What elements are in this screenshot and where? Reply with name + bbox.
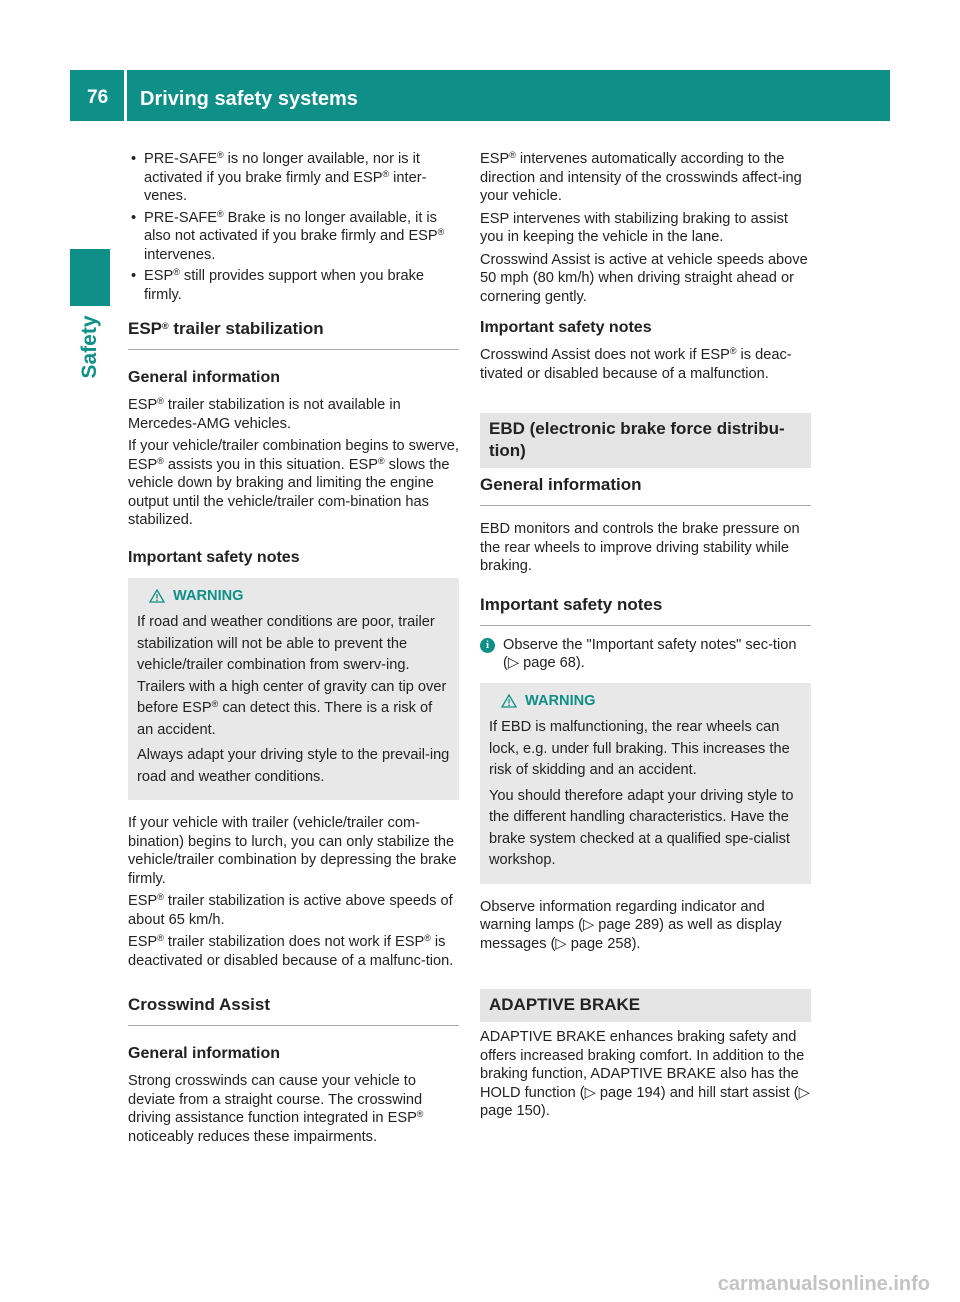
page-number: 76 [87, 87, 109, 108]
warning-text: If road and weather conditions are poor, trailer stabilization will not be able to prevent the vehicle/trailer combination from swerv-ing. Trailers with a high center of gravity can tip over before ESP® can detect this. There is a risk of an accident. [137, 614, 447, 738]
paragraph: Crosswind Assist is active at vehicle speeds above 50 mph (80 km/h) when driving straight ahead or cornering gently. [480, 251, 808, 305]
subheading-general-info: General information [128, 1045, 281, 1062]
list-item: • PRE-SAFE® Brake is no longer available, it is also not activated if you brake firmly and ESP® intervenes. [128, 209, 459, 265]
warning-box [480, 683, 811, 884]
info-icon: i [480, 638, 495, 653]
warning-triangle-icon [149, 589, 165, 603]
header-divider [124, 70, 127, 121]
paragraph: If your vehicle with trailer (vehicle/trailer com-bination) begins to lurch, you can only stabilize the vehicle/trailer combination by depressing the brake firmly. [128, 815, 457, 887]
paragraph: ADAPTIVE BRAKE enhances braking safety and offers increased braking comfort. In addition to the braking function, ADAPTIVE BRAKE also has the HOLD function (▷ page 194) and hill start assist (▷ page 150). [480, 1029, 810, 1119]
paragraph: ESP® trailer stabilization does not work if ESP® is deactivated or disabled because of a malfunc-tion. [128, 933, 454, 969]
info-note [480, 636, 811, 673]
section-heading-adaptive-brake: ADAPTIVE BRAKE [480, 989, 811, 1022]
info-note-text: Observe the "Important safety notes" sec-tion (▷ page 68). [503, 636, 797, 671]
list-item: • ESP® still provides support when you brake firmly. [128, 267, 459, 304]
warning-text: You should therefore adapt your driving style to the different handling characteristics. Have the brake system checked at a qualified spe-cialist workshop. [489, 787, 794, 868]
warning-title: WARNING [501, 691, 802, 713]
paragraph: ESP® trailer stabilization is not available in Mercedes-AMG vehicles. [128, 396, 401, 432]
paragraph: EBD monitors and controls the brake pressure on the rear wheels to improve driving stability while braking. [480, 521, 800, 574]
side-tab-label: Safety [77, 315, 101, 379]
subheading-general-info: General information [128, 369, 281, 386]
left-column [128, 150, 459, 1150]
page-title: Driving safety systems [140, 88, 358, 110]
side-tab [72, 312, 108, 382]
subheading-safety-notes: Important safety notes [480, 594, 811, 626]
bullet-list [128, 150, 459, 304]
paragraph: ESP® intervenes automatically according to the direction and intensity of the crosswinds affect-ing your vehicle. [480, 150, 802, 204]
warning-triangle-icon [501, 694, 517, 708]
right-column [480, 150, 811, 1125]
subheading-general-info: General information [480, 474, 811, 506]
paragraph: If your vehicle/trailer combination begins to swerve, ESP® assists you in this situation. ESP® slows the vehicle down by braking and limiting the engine output until the vehicle/trailer com-bination has stabilized. [128, 438, 459, 528]
paragraph: ESP® trailer stabilization is active above speeds of about 65 km/h. [128, 892, 453, 928]
warning-box [128, 578, 459, 801]
paragraph: Crosswind Assist does not work if ESP® is deac-tivated or disabled because of a malfunction. [480, 346, 792, 382]
list-item: • PRE-SAFE® is no longer available, nor is it activated if you brake firmly and ESP® inter-venes. [128, 150, 459, 206]
section-heading-crosswind: Crosswind Assist [128, 994, 459, 1026]
side-tab-marker [70, 249, 110, 306]
warning-title: WARNING [149, 586, 450, 608]
section-heading-ebd: EBD (electronic brake force distribu-tion) [480, 413, 811, 468]
paragraph: Observe information regarding indicator and warning lamps (▷ page 289) as well as display messages (▷ page 258). [480, 898, 782, 952]
warning-text: Always adapt your driving style to the prevail-ing road and weather conditions. [137, 747, 450, 785]
watermark: carmanualsonline.info [717, 1273, 930, 1295]
paragraph: Strong crosswinds can cause your vehicle to deviate from a straight course. The crosswind driving assistance function integrated in ESP® noticeably reduces these impairments. [128, 1073, 424, 1145]
section-heading-trailer: ESP® trailer stabilization [128, 318, 459, 350]
warning-text: If EBD is malfunctioning, the rear wheels can lock, e.g. under full braking. This increases the risk of skidding and an accident. [489, 719, 790, 778]
subheading-safety-notes: Important safety notes [480, 319, 652, 336]
subheading-safety-notes: Important safety notes [128, 548, 300, 566]
paragraph: ESP intervenes with stabilizing braking to assist you in keeping the vehicle in the lane. [480, 210, 788, 245]
